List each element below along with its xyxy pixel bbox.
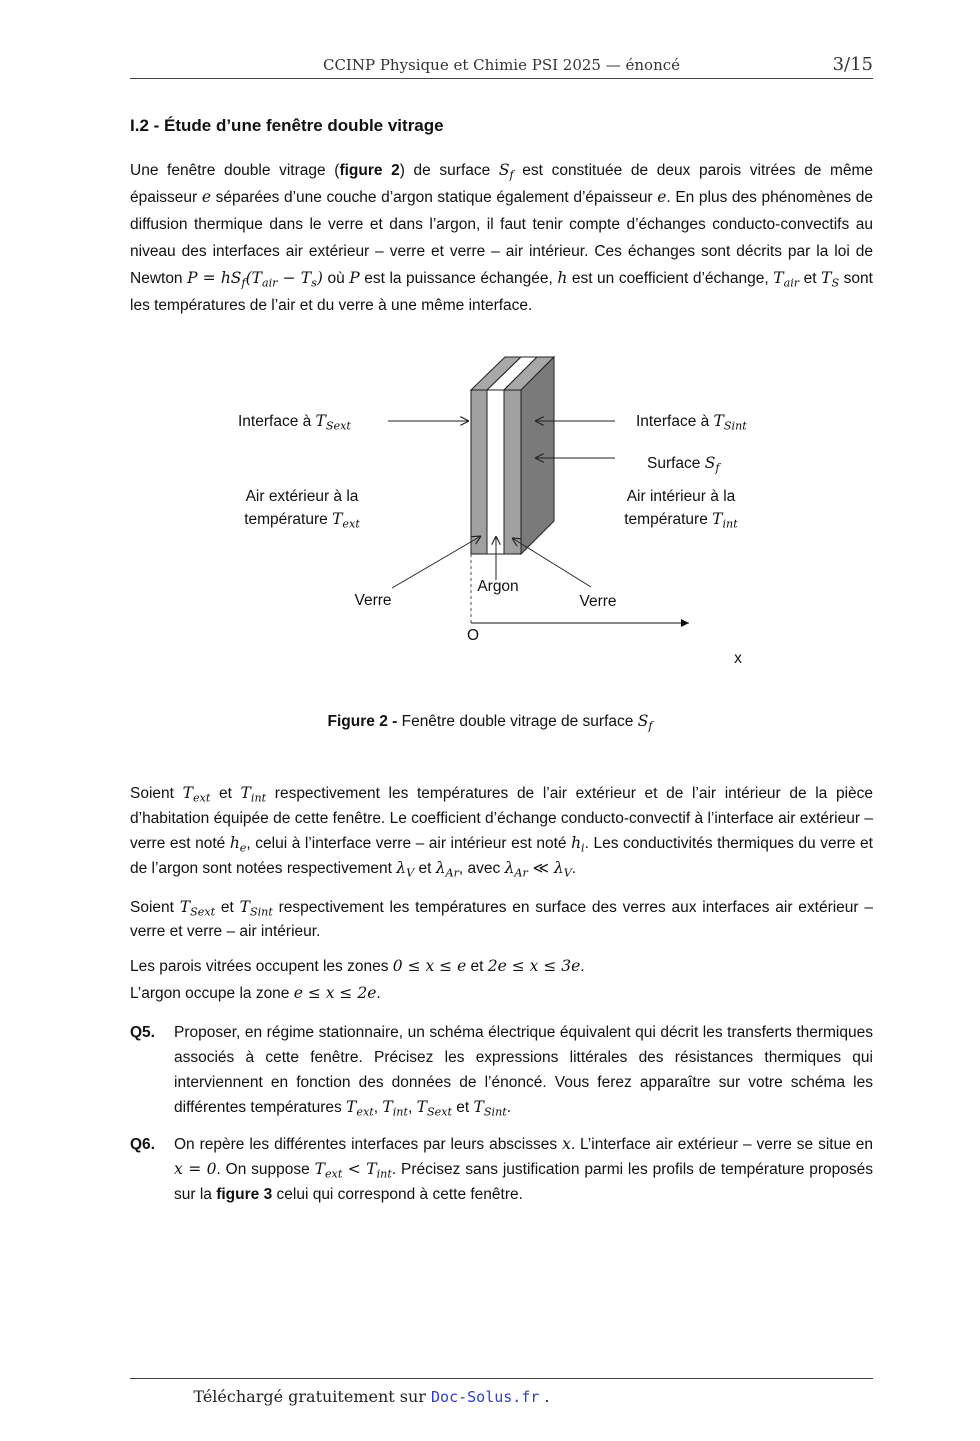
label-interface-int: Interface à $T_{Sint}$: [636, 412, 747, 433]
double-glazing-diagram: [0, 340, 980, 700]
doc-solus-link[interactable]: Doc-Solus.fr: [431, 1388, 540, 1406]
header-title: CCINP Physique et Chimie PSI 2025 — énoncé: [322, 56, 681, 74]
arrow-verre-left: [392, 536, 481, 588]
question-q5: [130, 1020, 873, 1120]
question-number: Q5.: [130, 1024, 155, 1041]
figure-2: [0, 340, 980, 700]
intro-paragraph: Une fenêtre double vitrage (figure 2) de surface $S_f$ est constituée de deux parois vitrées de même épaisseur e séparées d’une couche d’argon statique également d’épaisseur e. En plus des phénomènes de diffusion thermique dans le verre et dans l’argon, il faut tenir compte d’échanges conducto-convectifs au niveau des interfaces air extérieur – verre et verre – air intérieur. Ces échanges sont décrits par la loi de Newton $P = hS_f(T_{air} - T_s)$ où P est la puissance échangée, h est un coefficient d’échange, $T_{air}$ et $T_S$ sont les températures de l’air et du verre à une même interface.: [130, 161, 874, 314]
paragraph-zones: Les parois vitrées occupent les zones 0 ≤ x ≤ e et 2e ≤ x ≤ 3e. L’argon occupe la zone e ≤ x ≤ 2e.: [130, 957, 585, 1002]
question-number: Q6.: [130, 1136, 155, 1153]
figure-ref: figure 3: [216, 1186, 273, 1203]
label-surface: Surface $S_f$: [647, 454, 720, 475]
label-air-exterieur: Air extérieur à la température $T_{ext}$: [244, 488, 360, 531]
front-glass-right: [504, 390, 521, 554]
label-argon: Argon: [477, 578, 519, 595]
front-glass-left: [471, 390, 487, 554]
question-text: Proposer, en régime stationnaire, un schéma électrique équivalent qui décrit les transferts thermiques associés à cette fenêtre. Précisez les expressions littérales des résistances thermiques qui interviennent en fonction des données de l’énoncé. Vous ferez apparaître sur votre schéma les différentes températures $T_{ext}$, $T_{int}$, $T_{Sext}$ et $T_{Sint}$.: [174, 1024, 873, 1119]
label-verre-right: Verre: [579, 593, 617, 610]
label-interface-ext: Interface à $T_{Sext}$: [238, 412, 351, 433]
newton-law: $P = hS_f(T_{air} - T_s)$: [187, 269, 323, 290]
label-air-interieur: Air intérieur à la température $T_{int}$: [624, 488, 738, 531]
question-text: On repère les différentes interfaces par leurs abscisses x. L’interface air extérieur – verre se situe en x = 0. On suppose $T_{ext} < T_{int}$. Précisez sans justification parmi les profils de température proposés sur la figure 3 celui qui correspond à cette fenêtre.: [174, 1135, 874, 1203]
front-argon: [487, 390, 504, 554]
section-title: I.2 - Étude d’une fenêtre double vitrage: [130, 116, 444, 135]
question-q6: [130, 1132, 873, 1207]
footer-rule: [130, 1378, 873, 1379]
page-header: [130, 54, 873, 79]
label-origin: O: [466, 627, 480, 644]
side-face: [521, 357, 554, 554]
paragraph-surface-temperatures: Soient $T_{Sext}$ et $T_{Sint}$ respectivement les températures en surface des verres aux interfaces air extérieur – verre et verre – air intérieur.: [130, 898, 873, 940]
label-verre-left: Verre: [354, 592, 392, 609]
figure-caption: Figure 2 - Fenêtre double vitrage de surface $S_f$: [327, 712, 653, 733]
page-number: 3/15: [832, 54, 873, 75]
label-axis-x: x: [734, 650, 742, 667]
figure-ref: figure 2: [339, 162, 400, 179]
footer: Téléchargé gratuitement sur Doc-Solus.fr .: [193, 1387, 550, 1406]
paragraph-temperatures: Soient $T_{ext}$ et $T_{int}$ respectivement les températures de l’air extérieur et de l’air intérieur de la pièce d’habitation équipée de cette fenêtre. Le coefficient d’échange conducto-convectif à l’interface air extérieur – verre est noté $h_e$, celui à l’interface verre – air intérieur est noté $h_i$. Les conductivités thermiques du verre et de l’argon sont notées respectivement $\lambda_V$ et $\lambda_{Ar}$, avec $\lambda_{Ar}$ ≪ $\lambda_V$.: [130, 784, 873, 880]
